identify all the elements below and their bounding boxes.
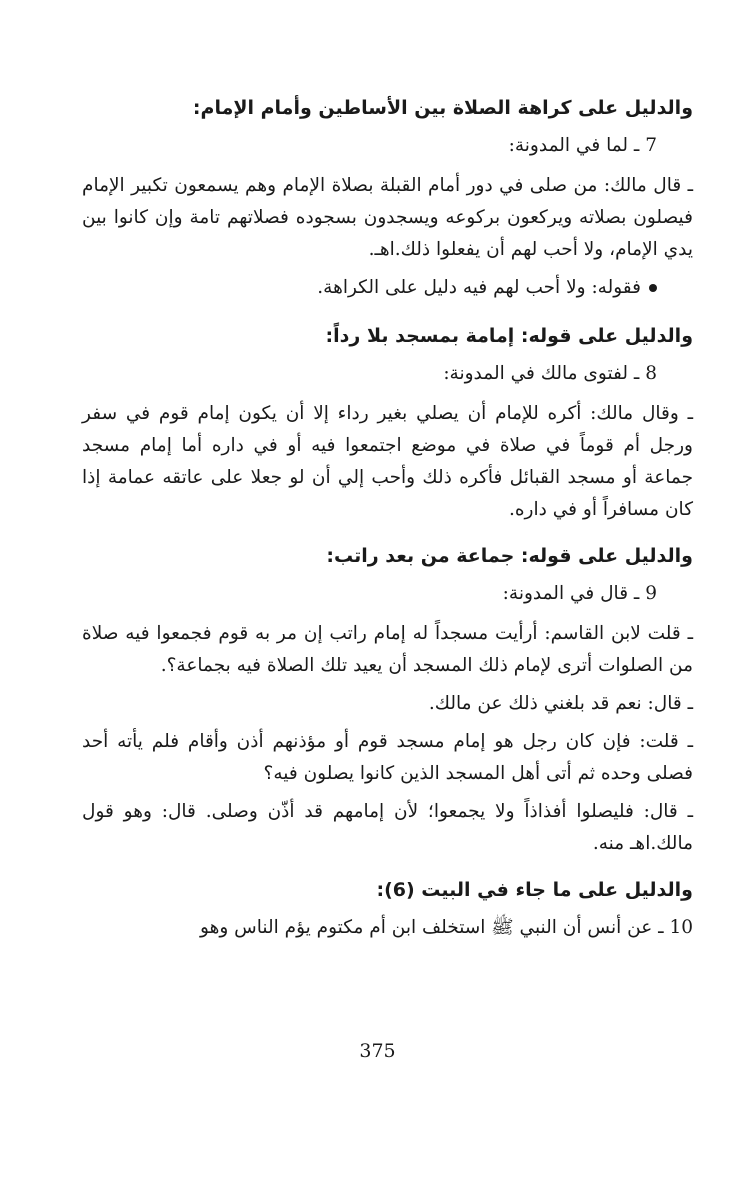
source-line: 9 ـ قال في المدونة: <box>502 583 657 604</box>
bullet-icon <box>649 284 657 292</box>
source-line: 7 ـ لما في المدونة: <box>508 135 657 156</box>
paragraph: 10 ـ عن أنس أن النبي ﷺ استخلف ابن أم مكتوم يؤم الناس وهو <box>200 917 693 938</box>
source-line: 8 ـ لفتوى مالك في المدونة: <box>443 363 657 384</box>
paragraph: ـ قلت: فإن كان رجل هو إمام مسجد قوم أو مؤذنهم أذن وأقام فلم يأته أحد فصلى وحده ثم أتى أهل المسجد الذين كانوا يصلون فيه؟ <box>82 731 693 784</box>
paragraph: ـ وقال مالك: أكره للإمام أن يصلي بغير رداء إلا أن يكون إمام قوم في سفر ورجل أم قوماً في صلاة في موضع اجتمعوا فيه أو في داره أما إمام مسجد جماعة أو مسجد القبائل فأكره ذلك وأحب إلي أن لو جعلا على عاتقه عمامة إذا كان مسافراً أو في داره. <box>82 403 693 520</box>
note-line <box>82 272 693 304</box>
page-body <box>82 92 693 950</box>
section-heading: والدليل على قوله: جماعة من بعد راتب: <box>326 545 693 567</box>
section-heading: والدليل على قوله: إمامة بمسجد بلا رداً: <box>325 325 693 347</box>
paragraph: ـ قلت لابن القاسم: أرأيت مسجداً له إمام راتب إن مر به قوم فجمعوا فيه صلاة من الصلوات أترى لإمام ذلك المسجد أن يعيد تلك الصلاة فيه بجماعة؟. <box>82 623 693 676</box>
paragraph: ـ قال: فليصلوا أفذاذاً ولا يجمعوا؛ لأن إمامهم قد أذّن وصلى. قال: وهو قول مالك.اهـ منه. <box>82 801 693 854</box>
note-text: فقوله: ولا أحب لهم فيه دليل على الكراهة. <box>317 277 641 298</box>
paragraph: ـ قال مالك: من صلى في دور أمام القبلة بصلاة الإمام وهم يسمعون تكبير الإمام فيصلون بصلاته ويركعون بركوعه ويسجدون بسجوده فصلاتهم تامة وإن كانوا بين يدي الإمام، ولا أحب لهم أن يفعلوا ذلك.اهـ. <box>82 175 693 260</box>
section-heading: والدليل على ما جاء في البيت (6): <box>376 879 693 901</box>
page-number: 375 <box>359 1040 396 1062</box>
section-heading: والدليل على كراهة الصلاة بين الأساطين وأمام الإمام: <box>192 97 693 119</box>
paragraph: ـ قال: نعم قد بلغني ذلك عن مالك. <box>428 693 693 714</box>
